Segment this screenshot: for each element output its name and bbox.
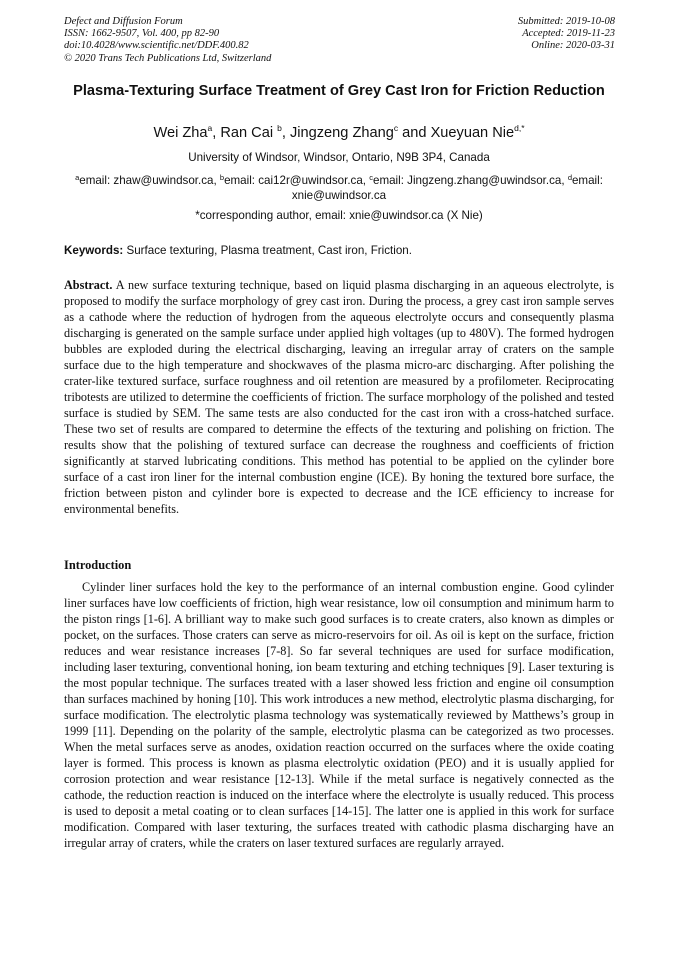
introduction-heading: Introduction xyxy=(64,558,132,572)
abstract xyxy=(64,277,614,517)
author-superscript: a xyxy=(207,123,213,133)
email-superscript: a xyxy=(75,173,80,182)
keywords xyxy=(64,243,614,258)
paper-title: Plasma-Texturing Surface Treatment of Grey Cast Iron for Friction Reduction xyxy=(73,83,605,99)
submission-dates xyxy=(518,16,615,53)
journal-copyright: © 2020 Trans Tech Publications Ltd, Switzerland xyxy=(64,52,272,64)
journal-info xyxy=(64,16,271,65)
abstract-text: A new surface texturing technique, based on liquid plasma discharging in an aqueous electrolyte, is proposed to modify the surface morphology of grey cast iron. During the process, a grey cast iron sample serves as a cathode where the reduction of hydrogen from the aqueous electrolyte occurs and consequently plasma discharging is generated on the sample surface under applied high voltages (up to 480V). The formed hydrogen bubbles are exploded during the electrical discharging, leaving an irregular array of craters on the sample surface due to the high temperature and shockwaves of the plasma micro-arc discharging. After polishing the crater-like textured surface, surface roughness and oil retention are measured by a profilometer. Reciprocating tribotests are utilized to determine the coefficients of friction. The surface morphology of the polished and tested surface is studied by SEM. The same tests are also conducted for the cast iron with a cross-hatched surface. These two set of results are compared to determine the effects of the texturing and polishing on friction. The results show that the polishing of textured surface can decrease the roughness and coefficients of friction significantly at starved lubricating conditions. This method has potential to be applied on the cylinder bore surface of a cast iron liner for the internal combustion engine (ICE). By honing the textured bore surface, the friction between piston and cylinder bore is expected to decrease and the ICE efficiency to increase for environmental benefits. xyxy=(64,278,614,516)
online-date: Online: 2020-03-31 xyxy=(531,40,615,52)
accepted-date: Accepted: 2019-11-23 xyxy=(522,28,615,40)
author-separator: and xyxy=(398,125,431,141)
email-text: email: xnie@uwindsor.ca xyxy=(291,174,603,202)
keywords-text: Surface texturing, Plasma treatment, Cast iron, Friction. xyxy=(123,244,412,257)
journal-issn: ISSN: 1662-9507, Vol. 400, pp 82-90 xyxy=(64,28,220,40)
email-superscript: b xyxy=(219,173,225,182)
author-list xyxy=(64,124,614,142)
corresponding-author: *corresponding author, email: xnie@uwindsor.ca (X Nie) xyxy=(195,209,483,222)
keywords-label: Keywords: xyxy=(64,244,124,257)
email-superscript: c xyxy=(369,173,373,182)
submitted-date: Submitted: 2019-10-08 xyxy=(517,16,615,27)
author-separator: , xyxy=(281,125,290,141)
journal-name: Defect and Diffusion Forum xyxy=(64,16,183,27)
author-name: Wei Zha xyxy=(153,125,208,141)
email-superscript: d xyxy=(567,173,572,182)
author-superscript: d,* xyxy=(514,123,525,133)
email-text: email: zhaw@uwindsor.ca, xyxy=(79,174,220,187)
abstract-label: Abstract. xyxy=(64,278,113,292)
author-name: Ran Cai xyxy=(220,125,278,141)
email-text: email: cai12r@uwindsor.ca, xyxy=(224,174,370,187)
author-separator: , xyxy=(212,125,221,141)
affiliation: University of Windsor, Windsor, Ontario, N9B 3P4, Canada xyxy=(188,151,490,164)
author-emails xyxy=(64,173,614,203)
email-text: email: Jingzeng.zhang@uwindsor.ca, xyxy=(373,174,568,187)
journal-doi: doi:10.4028/www.scientific.net/DDF.400.82 xyxy=(64,40,249,52)
introduction-paragraph: Cylinder liner surfaces hold the key to the performance of an internal combustion engine. Good cylinder liner surfaces have low coefficients of friction, high wear resistance, low oil consumption and minimum harm to the piston rings [1-6]. A brilliant way to make such good surfaces is to create craters, also known as dimples or pocket, on the surfaces. Those craters can serve as micro-reservoirs for oil. As oil is kept on the surface, friction reduces and wear resistance increases [7-8]. So far several techniques are used for surface modification, including laser texturing, conventional honing, ion beam texturing and etching techniques [9]. Laser texturing is the most popular technique. The surfaces treated with a laser showed less friction and engine oil consumption than surfaces machined by honing [10]. This work introduces a new method, electrolytic plasma discharging, for surface modification. The electrolytic plasma technology was systematically reviewed by Matthews’s group in 1999 [11]. Depending on the polarity of the sample, electrolytic plasma can be categorized as two processes. When the metal surfaces serve as anodes, oxidation reaction occurred on the surfaces where the oxide coating layer is formed. This process is known as plasma electrolytic oxidation (PEO) and it is usually applied for corrosion protection and wear resistance [12-13]. While if the metal surface is negatively connected as the cathode, the reduction reaction is induced on the interface where the electrolyte is usually reduced. This process is used to deposit a metal coating or to clean surfaces [14-15]. The latter one is applied in this work for surface modification. Compared with laser texturing, the surfaces treated with cathodic plasma discharging have an irregular array of craters, while the craters on laser textured surfaces are regularly arrayed. xyxy=(64,580,614,850)
author-superscript: c xyxy=(393,123,399,133)
author-name: Jingzeng Zhang xyxy=(289,125,394,141)
author-superscript: b xyxy=(277,123,282,133)
author-name: Xueyuan Nie xyxy=(430,125,515,141)
